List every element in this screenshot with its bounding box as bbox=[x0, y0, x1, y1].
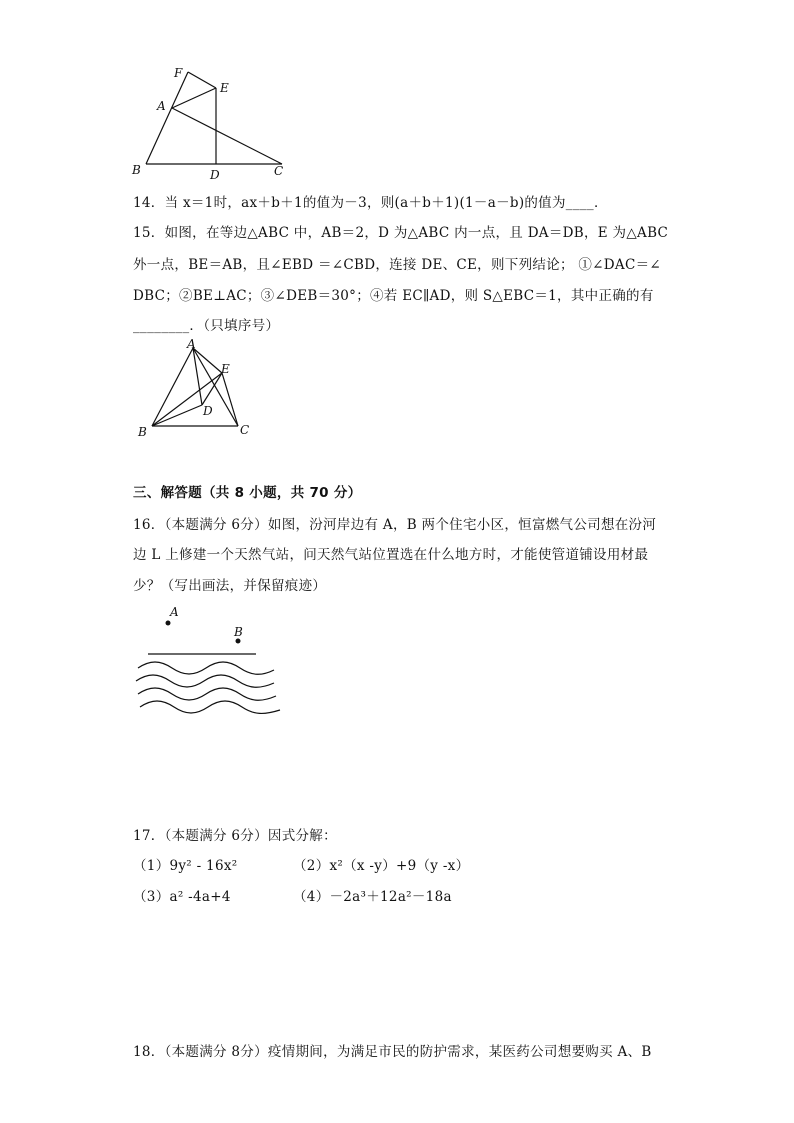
figure-3-river bbox=[130, 600, 290, 725]
question-15-line-1: 15．如图，在等边△ABC 中，AB＝2，D 为△ABC 内一点，且 DA＝DB，E 为△ABC bbox=[133, 225, 669, 241]
label-C: C bbox=[274, 164, 284, 178]
question-17-line-1: 17．（本题满分 6分）因式分解： bbox=[133, 828, 337, 844]
question-15-line-3: DBC；②BE⊥AC；③∠DEB＝30°；④若 EC∥AD，则 S△EBC＝1，其中正确的有 bbox=[133, 288, 654, 304]
question-17-part-3: （3）a² -4a+4 bbox=[133, 889, 231, 905]
label-A: A bbox=[157, 99, 166, 113]
label-A: A bbox=[170, 605, 179, 619]
label-C: C bbox=[240, 423, 250, 437]
figure-1-triangle bbox=[120, 60, 300, 185]
question-17-part-1: （1）9y² - 16x² bbox=[133, 858, 238, 874]
label-B: B bbox=[138, 425, 147, 439]
question-17-part-4: （4）－2a³＋12a²－18a bbox=[293, 889, 452, 905]
label-B: B bbox=[234, 625, 243, 639]
question-14: 14．当 x＝1时，ax＋b＋1的值为－3，则(a＋b＋1)(1－a－b)的值为____． bbox=[133, 195, 608, 211]
section-3-heading: 三、解答题（共 8 小题，共 70 分） bbox=[133, 485, 362, 501]
question-16-line-3: 少？（写出画法，并保留痕迹） bbox=[133, 578, 327, 594]
label-D: D bbox=[210, 168, 220, 182]
question-15-line-2: 外一点，BE＝AB，且∠EBD ＝∠CBD，连接 DE、CE，则下列结论； ①∠DAC＝∠ bbox=[133, 257, 662, 273]
label-D: D bbox=[203, 404, 213, 418]
label-A: A bbox=[187, 338, 196, 351]
label-B: B bbox=[132, 163, 141, 177]
label-E: E bbox=[220, 81, 229, 95]
question-18-line-1: 18．（本题满分 8分）疫情期间，为满足市民的防护需求，某医药公司想要购买 A、B bbox=[133, 1044, 652, 1060]
question-16-line-2: 边 L 上修建一个天然气站，问天然气站位置选在什么地方时，才能使管道铺设用材最 bbox=[133, 547, 649, 563]
question-17-part-2: （2）x²（x -y）+9（y -x） bbox=[293, 858, 470, 874]
question-16-line-1: 16．（本题满分 6分）如图，汾河岸边有 A，B 两个住宅小区，恒富燃气公司想在汾河 bbox=[133, 517, 657, 533]
label-E: E bbox=[221, 362, 230, 376]
label-F: F bbox=[174, 66, 183, 80]
figure-2-equilateral-triangle bbox=[130, 338, 260, 443]
question-15-line-4: ________．（只填序号） bbox=[133, 318, 280, 334]
